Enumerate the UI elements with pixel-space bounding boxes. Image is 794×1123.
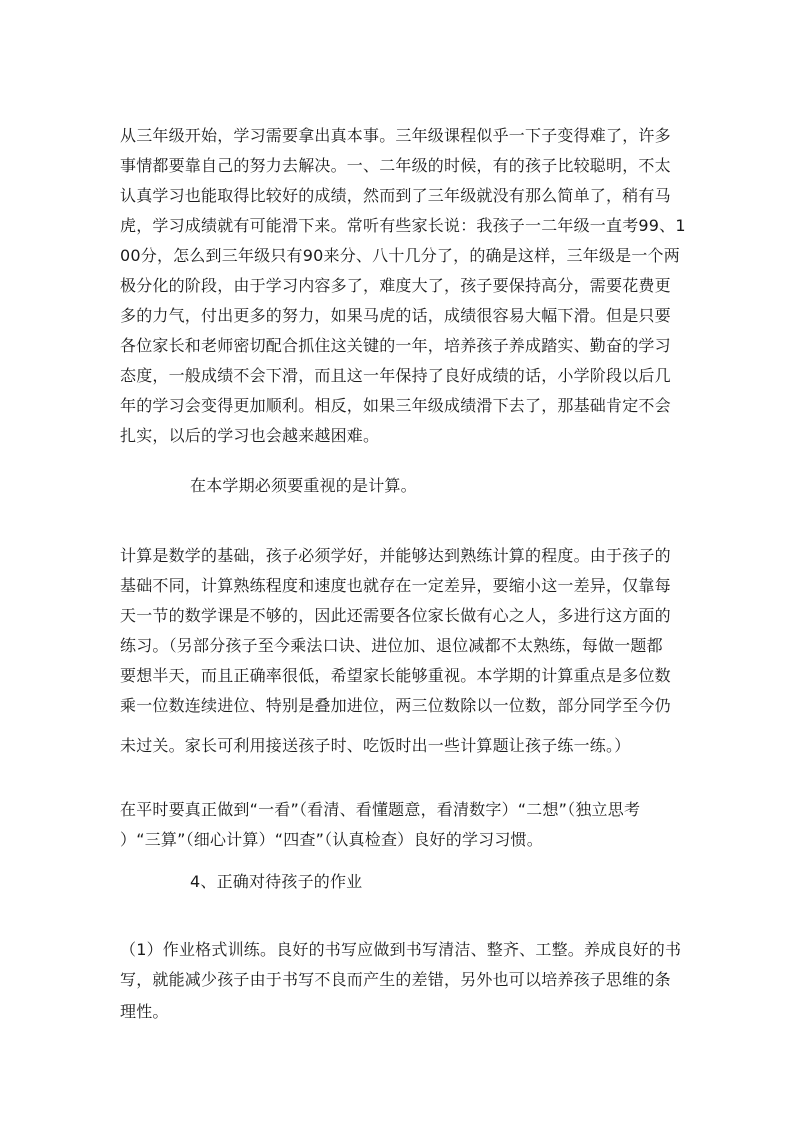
paragraph-line: 虎，学习成绩就有可能滑下来。常听有些家长说：我孩子一二年级一直考99、1 xyxy=(120,216,686,235)
paragraph-line: 极分化的阶段，由于学习内容多了，难度大了，孩子要保持高分，需要花费更 xyxy=(120,276,671,295)
section-heading: 4、正确对待孩子的作业 xyxy=(190,872,363,891)
paragraph-line: 基础不同，计算熟练程度和速度也就存在一定差异，要缩小这一差异，仅靠每 xyxy=(120,576,671,595)
paragraph-line: ）“三算”（细心计算）“四查”（认真检查）良好的学习习惯。 xyxy=(120,830,543,849)
paragraph-line: 计算是数学的基础，孩子必须学好，并能够达到熟练计算的程度。由于孩子的 xyxy=(120,546,671,565)
paragraph-line: 写，就能减少孩子由于书写不良而产生的差错，另外也可以培养孩子思维的条 xyxy=(120,970,671,989)
paragraph-line: 未过关。家长可利用接送孩子时、吃饭时出一些计算题让孩子练一练。） xyxy=(120,736,631,755)
section-heading: 在本学期必须要重视的是计算。 xyxy=(190,476,417,495)
paragraph-line: 各位家长和老师密切配合抓住这关键的一年，培养孩子养成踏实、勤奋的学习 xyxy=(120,336,671,355)
paragraph-line: 00分，怎么到三年级只有90来分、八十几分了，的确是这样，三年级是一个两 xyxy=(120,246,680,265)
paragraph-line: 认真学习也能取得比较好的成绩，然而到了三年级就没有那么简单了，稍有马 xyxy=(120,186,671,205)
paragraph-line: 年的学习会变得更加顺利。相反，如果三年级成绩滑下去了，那基础肯定不会 xyxy=(120,396,671,415)
paragraph-line: 扎实，以后的学习也会越来越困难。 xyxy=(120,426,380,445)
paragraph-line: 在平时要真正做到“一看”（看清、看懂题意，看清数字）“二想”（独立思考 xyxy=(120,800,641,819)
paragraph-line: 态度，一般成绩不会下滑，而且这一年保持了良好成绩的话，小学阶段以后几 xyxy=(120,366,671,385)
paragraph-line: （1）作业格式训练。良好的书写应做到书写清洁、整齐、工整。养成良好的书 xyxy=(120,940,682,959)
paragraph-line: 练习。（另部分孩子至今乘法口诀、进位加、退位减都不太熟练，每做一题都 xyxy=(120,636,663,655)
paragraph-line: 要想半天，而且正确率很低，希望家长能够重视。本学期的计算重点是多位数 xyxy=(120,666,671,685)
paragraph-line: 乘一位数连续进位、特别是叠加进位，两三位数除以一位数，部分同学至今仍 xyxy=(120,696,671,715)
paragraph-line: 天一节的数学课是不够的，因此还需要各位家长做有心之人，多进行这方面的 xyxy=(120,606,671,625)
paragraph-line: 事情都要靠自己的努力去解决。一、二年级的时候，有的孩子比较聪明，不太 xyxy=(120,156,671,175)
paragraph-line: 多的力气，付出更多的努力，如果马虎的话，成绩很容易大幅下滑。但是只要 xyxy=(120,306,671,325)
paragraph-line: 理性。 xyxy=(120,1002,169,1021)
paragraph-line: 从三年级开始，学习需要拿出真本事。三年级课程似乎一下子变得难了，许多 xyxy=(120,126,671,145)
